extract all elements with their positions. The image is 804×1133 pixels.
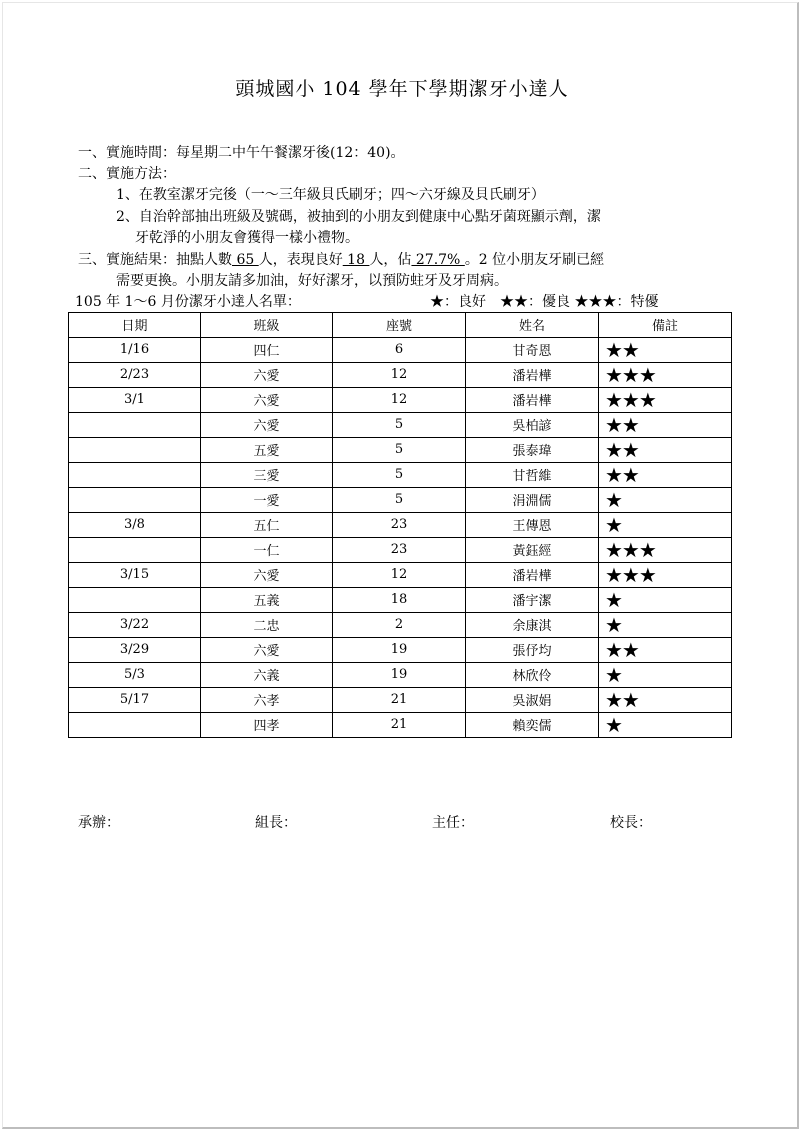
row-class: 六愛 [201, 387, 333, 412]
row-seat: 5 [333, 437, 466, 462]
row-rating: ★★ [599, 462, 732, 487]
table-row [69, 712, 732, 737]
row-rating: ★ [599, 612, 732, 637]
row-date [69, 437, 201, 462]
table-row [69, 437, 732, 462]
table-row [69, 562, 732, 587]
row-name: 甘哲維 [466, 462, 599, 487]
row-rating: ★★ [599, 437, 732, 462]
row-date: 3/8 [69, 512, 201, 537]
row-class: 六愛 [201, 562, 333, 587]
result-unit-2: 人，佔 [369, 252, 412, 268]
row-name: 林欣伶 [466, 662, 599, 687]
row-seat: 21 [333, 712, 466, 737]
table-header-row [69, 313, 732, 338]
result-percentage: 27.7% [411, 252, 465, 268]
rating-legend: ★：良好 ★★：優良 ★★★：特優 [430, 294, 659, 310]
row-rating: ★★ [599, 687, 732, 712]
row-class: 六孝 [201, 687, 333, 712]
header-name: 姓名 [466, 313, 599, 338]
row-rating: ★★★ [599, 537, 732, 562]
row-rating: ★ [599, 712, 732, 737]
result-unit-1: 人，表現良好 [258, 252, 343, 268]
section-2-item-1: 1、在教室潔牙完後（一～三年級貝氏刷牙；四～六牙線及貝氏刷牙） [116, 187, 545, 203]
row-rating: ★★★ [599, 362, 732, 387]
row-name: 吳柏諺 [466, 412, 599, 437]
row-class: 三愛 [201, 462, 333, 487]
result-suffix: 。2 位小朋友牙刷已經 [464, 252, 605, 268]
section-3-result [78, 250, 604, 270]
row-class: 六愛 [201, 412, 333, 437]
row-rating: ★★★ [599, 387, 732, 412]
table-row [69, 362, 732, 387]
header-date: 日期 [69, 313, 201, 338]
table-row [69, 462, 732, 487]
row-date [69, 537, 201, 562]
row-date: 2/23 [69, 362, 201, 387]
table-row [69, 612, 732, 637]
row-class: 五仁 [201, 512, 333, 537]
header-remarks: 備註 [599, 313, 732, 338]
row-rating: ★★ [599, 337, 732, 362]
row-name: 吳淑娟 [466, 687, 599, 712]
result-count: 65 [232, 252, 259, 268]
table-row [69, 512, 732, 537]
row-seat: 5 [333, 462, 466, 487]
row-date [69, 487, 201, 512]
row-rating: ★ [599, 487, 732, 512]
table-row [69, 637, 732, 662]
section-1-time: 一、實施時間：每星期二中午午餐潔牙後(12：40)。 [78, 145, 405, 161]
row-rating: ★★★ [599, 562, 732, 587]
row-name: 黃鈺經 [466, 537, 599, 562]
row-class: 一愛 [201, 487, 333, 512]
row-seat: 23 [333, 537, 466, 562]
page-title: 頭城國小 104 學年下學期潔牙小達人 [235, 78, 569, 100]
row-name: 余康淇 [466, 612, 599, 637]
result-prefix: 三、實施結果：抽點人數 [78, 252, 232, 268]
row-class: 四孝 [201, 712, 333, 737]
row-date [69, 412, 201, 437]
row-seat: 5 [333, 487, 466, 512]
table-row [69, 537, 732, 562]
row-rating: ★ [599, 512, 732, 537]
row-rating: ★ [599, 587, 732, 612]
list-heading: 105 年 1～6 月份潔牙小達人名單： [75, 294, 301, 310]
result-good-count: 18 [342, 252, 370, 268]
row-rating: ★★ [599, 637, 732, 662]
row-date [69, 462, 201, 487]
signature-handler: 承辦： [78, 815, 120, 831]
row-name: 潘岩樺 [466, 362, 599, 387]
row-name: 潘岩樺 [466, 562, 599, 587]
row-seat: 12 [333, 387, 466, 412]
row-seat: 12 [333, 362, 466, 387]
row-class: 五愛 [201, 437, 333, 462]
row-date [69, 712, 201, 737]
row-date: 5/3 [69, 662, 201, 687]
row-class: 六愛 [201, 362, 333, 387]
section-2-item-2-cont: 牙乾淨的小朋友會獲得一樣小禮物。 [135, 230, 359, 246]
row-class: 二忠 [201, 612, 333, 637]
row-name: 張泰瑋 [466, 437, 599, 462]
winners-table [68, 312, 732, 738]
row-seat: 12 [333, 562, 466, 587]
row-name: 張伃均 [466, 637, 599, 662]
row-seat: 18 [333, 587, 466, 612]
section-2-heading: 二、實施方法： [78, 166, 176, 182]
row-name: 王傳恩 [466, 512, 599, 537]
table-row [69, 587, 732, 612]
signature-principal: 校長： [610, 815, 652, 831]
row-name: 涓淵儒 [466, 487, 599, 512]
header-class: 班級 [201, 313, 333, 338]
row-date [69, 587, 201, 612]
section-2-item-2: 2、自治幹部抽出班級及號碼，被抽到的小朋友到健康中心點牙菌斑顯示劑，潔 [116, 209, 601, 225]
row-seat: 2 [333, 612, 466, 637]
section-3-result-cont: 需要更換。小朋友請多加油，好好潔牙，以預防蛀牙及牙周病。 [116, 273, 508, 289]
row-name: 潘宇潔 [466, 587, 599, 612]
row-seat: 19 [333, 662, 466, 687]
row-rating: ★★ [599, 412, 732, 437]
row-class: 六義 [201, 662, 333, 687]
row-rating: ★ [599, 662, 732, 687]
row-seat: 5 [333, 412, 466, 437]
row-date: 3/15 [69, 562, 201, 587]
row-date: 3/22 [69, 612, 201, 637]
row-date: 3/29 [69, 637, 201, 662]
row-name: 賴奕儒 [466, 712, 599, 737]
table-row [69, 662, 732, 687]
row-class: 四仁 [201, 337, 333, 362]
table-row [69, 487, 732, 512]
row-name: 甘奇恩 [466, 337, 599, 362]
row-date: 1/16 [69, 337, 201, 362]
row-class: 一仁 [201, 537, 333, 562]
row-seat: 21 [333, 687, 466, 712]
row-seat: 6 [333, 337, 466, 362]
row-date: 5/17 [69, 687, 201, 712]
table-row [69, 387, 732, 412]
row-class: 五義 [201, 587, 333, 612]
row-seat: 19 [333, 637, 466, 662]
header-seat: 座號 [333, 313, 466, 338]
signature-director: 主任： [432, 815, 474, 831]
row-seat: 23 [333, 512, 466, 537]
table-row [69, 412, 732, 437]
table-row [69, 687, 732, 712]
row-class: 六愛 [201, 637, 333, 662]
signature-team-leader: 組長： [255, 815, 297, 831]
row-name: 潘岩樺 [466, 387, 599, 412]
row-date: 3/1 [69, 387, 201, 412]
table-row [69, 337, 732, 362]
